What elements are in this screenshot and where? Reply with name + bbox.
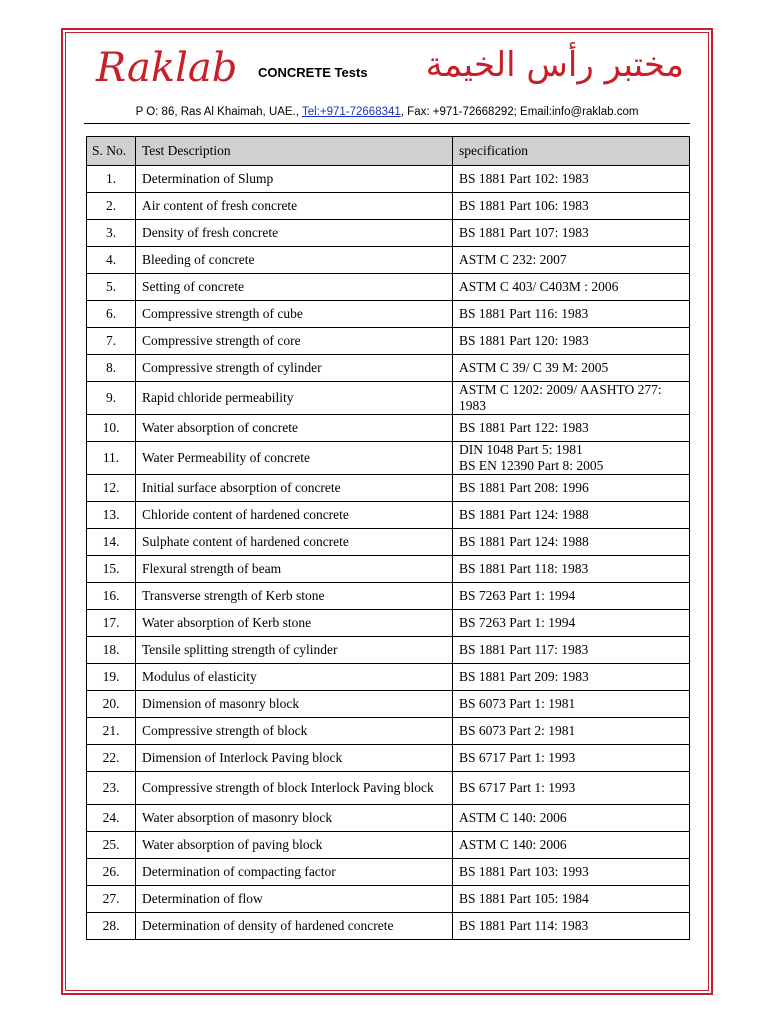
- row-test-description: Compressive strength of block Interlock Paving block: [136, 772, 453, 805]
- row-specification: ASTM C 232: 2007: [453, 247, 690, 274]
- row-test-description: Setting of concrete: [136, 274, 453, 301]
- column-header-sno: S. No.: [87, 137, 136, 166]
- row-serial-number: 25.: [87, 832, 136, 859]
- row-test-description: Water absorption of paving block: [136, 832, 453, 859]
- row-specification: BS 1881 Part 120: 1983: [453, 328, 690, 355]
- row-specification: BS 6717 Part 1: 1993: [453, 745, 690, 772]
- row-serial-number: 20.: [87, 691, 136, 718]
- row-test-description: Chloride content of hardened concrete: [136, 502, 453, 529]
- table-row: [87, 718, 690, 745]
- row-specification: BS 1881 Part 208: 1996: [453, 475, 690, 502]
- row-specification: BS 1881 Part 122: 1983: [453, 415, 690, 442]
- table-row: [87, 502, 690, 529]
- row-serial-number: 10.: [87, 415, 136, 442]
- table-row: [87, 745, 690, 772]
- table-row: [87, 415, 690, 442]
- table-row: [87, 382, 690, 415]
- row-test-description: Water absorption of masonry block: [136, 805, 453, 832]
- row-serial-number: 4.: [87, 247, 136, 274]
- row-serial-number: 13.: [87, 502, 136, 529]
- row-specification: BS 6073 Part 2: 1981: [453, 718, 690, 745]
- column-header-description: Test Description: [136, 137, 453, 166]
- row-serial-number: 16.: [87, 583, 136, 610]
- column-header-specification: specification: [453, 137, 690, 166]
- row-specification: BS 1881 Part 124: 1988: [453, 502, 690, 529]
- row-serial-number: 8.: [87, 355, 136, 382]
- specification-line: DIN 1048 Part 5: 1981: [459, 442, 583, 457]
- row-specification: BS 6073 Part 1: 1981: [453, 691, 690, 718]
- row-test-description: Determination of Slump: [136, 166, 453, 193]
- row-specification: BS 1881 Part 116: 1983: [453, 301, 690, 328]
- row-specification: BS 1881 Part 117: 1983: [453, 637, 690, 664]
- row-specification: BS 6717 Part 1: 1993: [453, 772, 690, 805]
- row-specification: BS 1881 Part 107: 1983: [453, 220, 690, 247]
- table-row: [87, 442, 690, 475]
- table-row: [87, 301, 690, 328]
- row-serial-number: 3.: [87, 220, 136, 247]
- row-test-description: Tensile splitting strength of cylinder: [136, 637, 453, 664]
- row-test-description: Determination of flow: [136, 886, 453, 913]
- raklab-logo: Raklab: [96, 45, 238, 91]
- row-specification: BS 1881 Part 106: 1983: [453, 193, 690, 220]
- row-serial-number: 6.: [87, 301, 136, 328]
- address-suffix: , Fax: +971-72668292; Email:info@raklab.com: [400, 106, 639, 118]
- row-serial-number: 28.: [87, 913, 136, 940]
- table-row: [87, 529, 690, 556]
- row-serial-number: 2.: [87, 193, 136, 220]
- table-row: [87, 859, 690, 886]
- row-serial-number: 12.: [87, 475, 136, 502]
- row-test-description: Sulphate content of hardened concrete: [136, 529, 453, 556]
- row-serial-number: 1.: [87, 166, 136, 193]
- row-specification: BS 7263 Part 1: 1994: [453, 610, 690, 637]
- row-serial-number: 11.: [87, 442, 136, 475]
- row-specification: BS 1881 Part 103: 1993: [453, 859, 690, 886]
- arabic-lab-name: مختبر رأس الخيمة: [425, 45, 684, 85]
- row-specification: BS 1881 Part 209: 1983: [453, 664, 690, 691]
- concrete-tests-table: [86, 136, 690, 940]
- row-test-description: Determination of density of hardened concrete: [136, 913, 453, 940]
- row-test-description: Compressive strength of core: [136, 328, 453, 355]
- row-test-description: Water Permeability of concrete: [136, 442, 453, 475]
- row-serial-number: 7.: [87, 328, 136, 355]
- row-specification: ASTM C 403/ C403M : 2006: [453, 274, 690, 301]
- specification-line: BS EN 12390 Part 8: 2005: [459, 458, 604, 473]
- row-serial-number: 26.: [87, 859, 136, 886]
- row-test-description: Compressive strength of block: [136, 718, 453, 745]
- row-specification: BS 1881 Part 124: 1988: [453, 529, 690, 556]
- row-specification: ASTM C 140: 2006: [453, 832, 690, 859]
- row-specification: BS 1881 Part 114: 1983: [453, 913, 690, 940]
- row-serial-number: 24.: [87, 805, 136, 832]
- row-test-description: Water absorption of Kerb stone: [136, 610, 453, 637]
- row-test-description: Compressive strength of cube: [136, 301, 453, 328]
- table-header-row: [87, 137, 690, 166]
- row-test-description: Water absorption of concrete: [136, 415, 453, 442]
- row-serial-number: 9.: [87, 382, 136, 415]
- row-specification: [453, 442, 690, 475]
- row-specification: ASTM C 140: 2006: [453, 805, 690, 832]
- table-row: [87, 166, 690, 193]
- row-serial-number: 15.: [87, 556, 136, 583]
- table-body: [87, 166, 690, 940]
- row-test-description: Density of fresh concrete: [136, 220, 453, 247]
- row-serial-number: 23.: [87, 772, 136, 805]
- table-row: [87, 637, 690, 664]
- row-serial-number: 27.: [87, 886, 136, 913]
- row-serial-number: 19.: [87, 664, 136, 691]
- row-test-description: Air content of fresh concrete: [136, 193, 453, 220]
- row-specification: BS 7263 Part 1: 1994: [453, 583, 690, 610]
- row-test-description: Initial surface absorption of concrete: [136, 475, 453, 502]
- table-row: [87, 772, 690, 805]
- table-row: [87, 583, 690, 610]
- document-title: CONCRETE Tests: [258, 65, 368, 80]
- row-test-description: Flexural strength of beam: [136, 556, 453, 583]
- address-line: [84, 106, 690, 118]
- table-row: [87, 475, 690, 502]
- row-test-description: Transverse strength of Kerb stone: [136, 583, 453, 610]
- row-serial-number: 21.: [87, 718, 136, 745]
- row-specification: ASTM C 39/ C 39 M: 2005: [453, 355, 690, 382]
- table-row: [87, 832, 690, 859]
- row-serial-number: 17.: [87, 610, 136, 637]
- table-row: [87, 274, 690, 301]
- table-row: [87, 886, 690, 913]
- row-test-description: Rapid chloride permeability: [136, 382, 453, 415]
- table-row: [87, 913, 690, 940]
- row-test-description: Bleeding of concrete: [136, 247, 453, 274]
- row-specification: BS 1881 Part 105: 1984: [453, 886, 690, 913]
- row-serial-number: 5.: [87, 274, 136, 301]
- table-row: [87, 328, 690, 355]
- table-row: [87, 193, 690, 220]
- address-prefix: P O: 86, Ras Al Khaimah, UAE.,: [135, 106, 302, 118]
- header-divider: [84, 123, 690, 124]
- row-serial-number: 18.: [87, 637, 136, 664]
- table-row: [87, 247, 690, 274]
- table-row: [87, 691, 690, 718]
- row-test-description: Modulus of elasticity: [136, 664, 453, 691]
- table-row: [87, 610, 690, 637]
- row-specification: BS 1881 Part 118: 1983: [453, 556, 690, 583]
- row-test-description: Dimension of masonry block: [136, 691, 453, 718]
- table-row: [87, 805, 690, 832]
- table-row: [87, 355, 690, 382]
- row-serial-number: 14.: [87, 529, 136, 556]
- telephone-link[interactable]: Tel:+971-72668341: [301, 106, 401, 118]
- table-row: [87, 664, 690, 691]
- row-serial-number: 22.: [87, 745, 136, 772]
- row-specification: BS 1881 Part 102: 1983: [453, 166, 690, 193]
- table-row: [87, 220, 690, 247]
- row-test-description: Determination of compacting factor: [136, 859, 453, 886]
- table-row: [87, 556, 690, 583]
- row-test-description: Compressive strength of cylinder: [136, 355, 453, 382]
- row-specification: ASTM C 1202: 2009/ AASHTO 277: 1983: [453, 382, 690, 415]
- row-test-description: Dimension of Interlock Paving block: [136, 745, 453, 772]
